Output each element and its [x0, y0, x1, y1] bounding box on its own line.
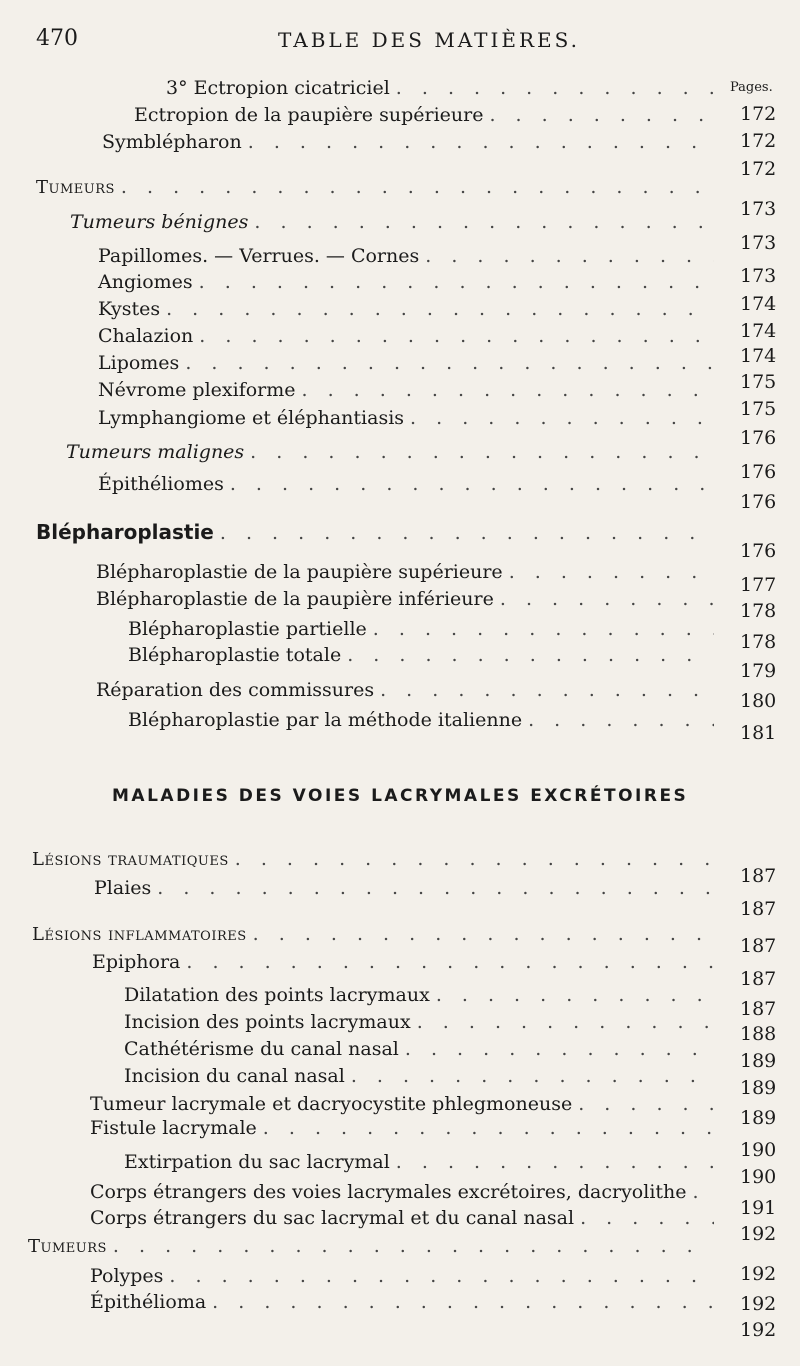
page-ref: 187: [740, 898, 777, 920]
entry-label: Fistule lacrymale: [90, 1117, 257, 1139]
entry-label: Tumeurs malignes: [66, 441, 245, 463]
section-heading: MALADIES DES VOIES LACRYMALES EXCRÉTOIRES: [112, 786, 689, 806]
entry-label: Symblépharon: [102, 131, 242, 153]
entry-label: Plaies: [94, 877, 152, 899]
entry-label: Épithéliomes: [98, 473, 224, 495]
page-ref: 180: [740, 690, 777, 712]
entry-label: Tumeur lacrymale et dacryocystite phlegmoneuse: [90, 1093, 573, 1115]
entry-label: Lipomes: [98, 352, 180, 374]
entry-label: Incision des points lacrymaux: [124, 1011, 411, 1033]
toc-entry: [94, 874, 720, 902]
page-ref: 176: [740, 491, 777, 513]
dot-leader: [351, 1062, 714, 1090]
toc-entry: [90, 1288, 720, 1316]
dot-leader: [250, 438, 714, 466]
dot-leader: [425, 242, 714, 270]
running-head: TABLE DES MATIÈRES.: [278, 28, 580, 52]
entry-label: Polypes: [90, 1265, 164, 1287]
dot-leader: [436, 981, 714, 1009]
entry-label: Incision du canal nasal: [124, 1065, 345, 1087]
entry-label: Blépharoplastie de la paupière inférieure: [96, 588, 494, 610]
dot-leader: [693, 1178, 714, 1206]
page-ref: 189: [740, 1107, 777, 1129]
entry-label: Épithélioma: [90, 1291, 207, 1313]
dot-leader: [199, 268, 714, 296]
toc-entry: [36, 518, 720, 546]
entry-label: Extirpation du sac lacrymal: [124, 1151, 390, 1173]
dot-leader: [410, 404, 714, 432]
dot-leader: [373, 615, 714, 643]
dot-leader: [220, 519, 714, 547]
dot-leader: [212, 1288, 714, 1316]
toc-entry: [102, 128, 720, 156]
page-ref: 174: [740, 320, 777, 342]
dot-leader: [254, 208, 714, 236]
dot-leader: [405, 1035, 714, 1063]
dot-leader: [121, 173, 714, 201]
toc-entry: [90, 1114, 720, 1142]
toc-entry: [96, 585, 720, 613]
toc-entry: [166, 74, 720, 102]
dot-leader: [263, 1114, 714, 1142]
dot-leader: [248, 128, 714, 156]
dot-leader: [396, 1148, 714, 1176]
entry-label: Dilatation des points lacrymaux: [124, 984, 430, 1006]
entry-label: Cathétérisme du canal nasal: [124, 1038, 399, 1060]
toc-entry: [98, 376, 720, 404]
page-ref: 190: [740, 1166, 777, 1188]
entry-label: Blépharoplastie partielle: [128, 618, 367, 640]
page-ref: 178: [740, 631, 777, 653]
entry-label: Tumeurs bénignes: [70, 211, 249, 233]
dot-leader: [235, 845, 714, 873]
page-ref: 192: [740, 1293, 777, 1315]
page-ref: 191: [740, 1197, 777, 1219]
toc-entry: [134, 101, 720, 129]
toc-entry: [98, 268, 720, 296]
entry-label: Blépharoplastie: [36, 520, 214, 544]
toc-entry: [90, 1178, 720, 1206]
page-ref: 179: [740, 660, 777, 682]
toc-entry: [98, 322, 720, 350]
page-ref: 190: [740, 1139, 777, 1161]
page-ref: 176: [740, 540, 777, 562]
entry-label: Papillomes. — Verrues. — Cornes: [98, 245, 420, 267]
page-ref: 192: [740, 1223, 777, 1245]
page-ref: 176: [740, 427, 777, 449]
dot-leader: [253, 920, 714, 948]
toc-entry: [98, 295, 720, 323]
entry-label: Tumeurs: [28, 1236, 107, 1257]
dot-leader: [417, 1008, 714, 1036]
toc-entry: [70, 208, 720, 236]
toc-entry: [36, 173, 720, 201]
dot-leader: [580, 1204, 714, 1232]
toc-entry: [98, 349, 720, 377]
page-ref: 187: [740, 865, 777, 887]
entry-label: Lésions inflammatoires: [32, 924, 247, 945]
entry-label: Réparation des commissures: [96, 679, 375, 701]
toc-entry: [98, 242, 720, 270]
dot-leader: [186, 948, 714, 976]
toc-entry: [98, 470, 720, 498]
pages-column-label: Pages.: [730, 80, 773, 95]
dot-leader: [528, 706, 714, 734]
dot-leader: [199, 322, 714, 350]
page-ref: 189: [740, 1050, 777, 1072]
entry-label: Tumeurs: [36, 177, 115, 198]
toc-entry: [90, 1262, 720, 1290]
page-number: 470: [36, 26, 78, 51]
page-ref: 172: [740, 130, 777, 152]
dot-leader: [230, 470, 714, 498]
dot-leader: [113, 1232, 714, 1260]
toc-entry: [66, 438, 720, 466]
page-ref: 172: [740, 158, 777, 180]
toc-entry: [128, 641, 720, 669]
toc-entry: [96, 558, 720, 586]
dot-leader: [509, 558, 714, 586]
page-ref: 192: [740, 1263, 777, 1285]
entry-label: Ectropion de la paupière supérieure: [134, 104, 484, 126]
entry-label: Blépharoplastie totale: [128, 644, 342, 666]
dot-leader: [166, 295, 714, 323]
entry-label: Kystes: [98, 298, 161, 320]
dot-leader: [396, 74, 714, 102]
dot-leader: [347, 641, 714, 669]
page-ref: 188: [740, 1023, 777, 1045]
page-ref: 181: [740, 722, 777, 744]
entry-label: Blépharoplastie par la méthode italienne: [128, 709, 523, 731]
page-ref: 187: [740, 968, 777, 990]
page-ref: 177: [740, 574, 777, 596]
toc-entry: [96, 676, 720, 704]
entry-label: Corps étrangers du sac lacrymal et du canal nasal: [90, 1207, 575, 1229]
dot-leader: [489, 101, 714, 129]
page-ref: 175: [740, 371, 777, 393]
toc-entry: [124, 1035, 720, 1063]
entry-label: 3° Ectropion cicatriciel: [166, 77, 390, 99]
page-ref: 192: [740, 1319, 777, 1341]
page-ref: 176: [740, 461, 777, 483]
toc-entry: [124, 1008, 720, 1036]
page-ref: 175: [740, 398, 777, 420]
dot-leader: [185, 349, 714, 377]
entry-label: Angiomes: [98, 271, 193, 293]
toc-entry: [28, 1232, 720, 1260]
toc-entry: [32, 845, 720, 873]
toc-entry: [124, 981, 720, 1009]
page-ref: 189: [740, 1077, 777, 1099]
page-ref: 173: [740, 265, 777, 287]
entry-label: Névrome plexiforme: [98, 379, 296, 401]
toc-entry: [124, 1062, 720, 1090]
toc-entry: [98, 404, 720, 432]
entry-label: Chalazion: [98, 325, 194, 347]
page-ref: 173: [740, 232, 777, 254]
page-ref: 173: [740, 198, 777, 220]
page-ref: 172: [740, 103, 777, 125]
page-ref: 187: [740, 935, 777, 957]
toc-entry: [32, 920, 720, 948]
entry-label: Corps étrangers des voies lacrymales excrétoires, dacryolithe: [90, 1181, 687, 1203]
toc-entry: [124, 1148, 720, 1176]
dot-leader: [157, 874, 714, 902]
entry-label: Blépharoplastie de la paupière supérieure: [96, 561, 503, 583]
page-ref: 174: [740, 345, 777, 367]
dot-leader: [500, 585, 714, 613]
dot-leader: [380, 676, 714, 704]
page-ref: 178: [740, 600, 777, 622]
dot-leader: [302, 376, 714, 404]
dot-leader: [169, 1262, 714, 1290]
page-ref: 174: [740, 293, 777, 315]
entry-label: Lymphangiome et éléphantiasis: [98, 407, 405, 429]
toc-entry: [128, 615, 720, 643]
entry-label: Lésions traumatiques: [32, 849, 229, 870]
toc-entry: [90, 1204, 720, 1232]
toc-entry: [92, 948, 720, 976]
toc-entry: [128, 706, 720, 734]
page-ref: 187: [740, 998, 777, 1020]
entry-label: Epiphora: [92, 951, 181, 973]
